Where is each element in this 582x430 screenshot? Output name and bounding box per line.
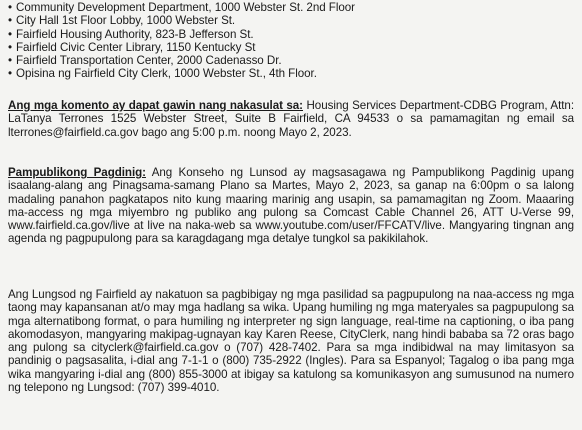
list-item: • Fairfield Transportation Center, 2000 Cadenasso Dr.: [8, 54, 355, 67]
list-item: • Fairfield Civic Center Library, 1150 Kentucky St: [8, 41, 355, 54]
accessibility-body: Ang Lungsod ng Fairfield ay nakatuon sa pagbibigay ng mga pasilidad sa pagpupulong na naa-access ng mga taong may kapansanan at/o may mga hadlang sa wika. Upang humiling ng mga materyales sa pagpupulong sa mga alternatibong format, o para humiling ng interpreter ng sign language, real-time na captioning, o iba pang akomodasyon, mangyaring makipag-ugnayan kay Karen Reese, CityClerk, nang hindi bababa sa 72 oras bago ang pulong sa cityclerk@fairfield.ca.gov o (707) 428-7402. Para sa mga indibidwal na may limitasyon sa pandinig o pagsasalita, i-dial ang 7-1-1 o (800) 735-2922 (Ingles). Para sa Espanyol; Tagalog o iba pang mga wika mangyaring i-dial ang (800) 855-3000 at ibigay sa katulong sa komunikasyon ang sumusunod na numero ng telepono ng Lungsod: (707) 399-4010.: [8, 288, 574, 395]
list-item: • Fairfield Housing Authority, 823-B Jefferson St.: [8, 28, 355, 41]
comments-body: Housing Services Department-CDBG Program, Attn: LaTanya Terrones 1525 Webster Street, Suite B Fairfield, CA 94533 o sa pamamagitan ng email sa lterrones@fairfield.ca.gov bago ang 5:00 p.m. noong Mayo 2, 2023.: [8, 99, 575, 139]
list-item: • Opisina ng Fairfield City Clerk, 1000 Webster St., 4th Floor.: [8, 67, 355, 80]
accessibility-paragraph: [8, 288, 574, 394]
list-item: • Community Development Department, 1000 Webster St. 2nd Floor: [8, 1, 355, 14]
location-list: [8, 1, 355, 81]
list-item: • City Hall 1st Floor Lobby, 1000 Webster St.: [8, 14, 355, 27]
public-hearing-heading: Pampublikong Pagdinig:: [8, 166, 146, 179]
public-hearing-body: Ang Konseho ng Lunsod ay magsasagawa ng Pampublikong Pagdinig upang isaalang-alang ang Pinagsama-samang Plano sa Martes, Mayo 2, 2023, sa ganap na 6:00pm o sa lalong madaling panahon pagkatapos nito kung maaring marinig ang usapin, sa pamamagitan ng Zoom. Maaaring ma-access ng mga miyembro ng publiko ang pulong sa Comcast Cable Channel 26, ATT U-Verse 99, www.fairfield.ca.gov/live at live na naka-web sa www.youtube.com/user/FFCATV/live. Mangyaring tingnan ang agenda ng pagpupulong para sa karagdagang mga detalye tungkol sa pakikilahok.: [8, 166, 574, 246]
comments-paragraph: [8, 99, 574, 139]
public-hearing-paragraph: [8, 166, 574, 246]
comments-heading: Ang mga komento ay dapat gawin nang nakasulat sa:: [8, 99, 303, 112]
